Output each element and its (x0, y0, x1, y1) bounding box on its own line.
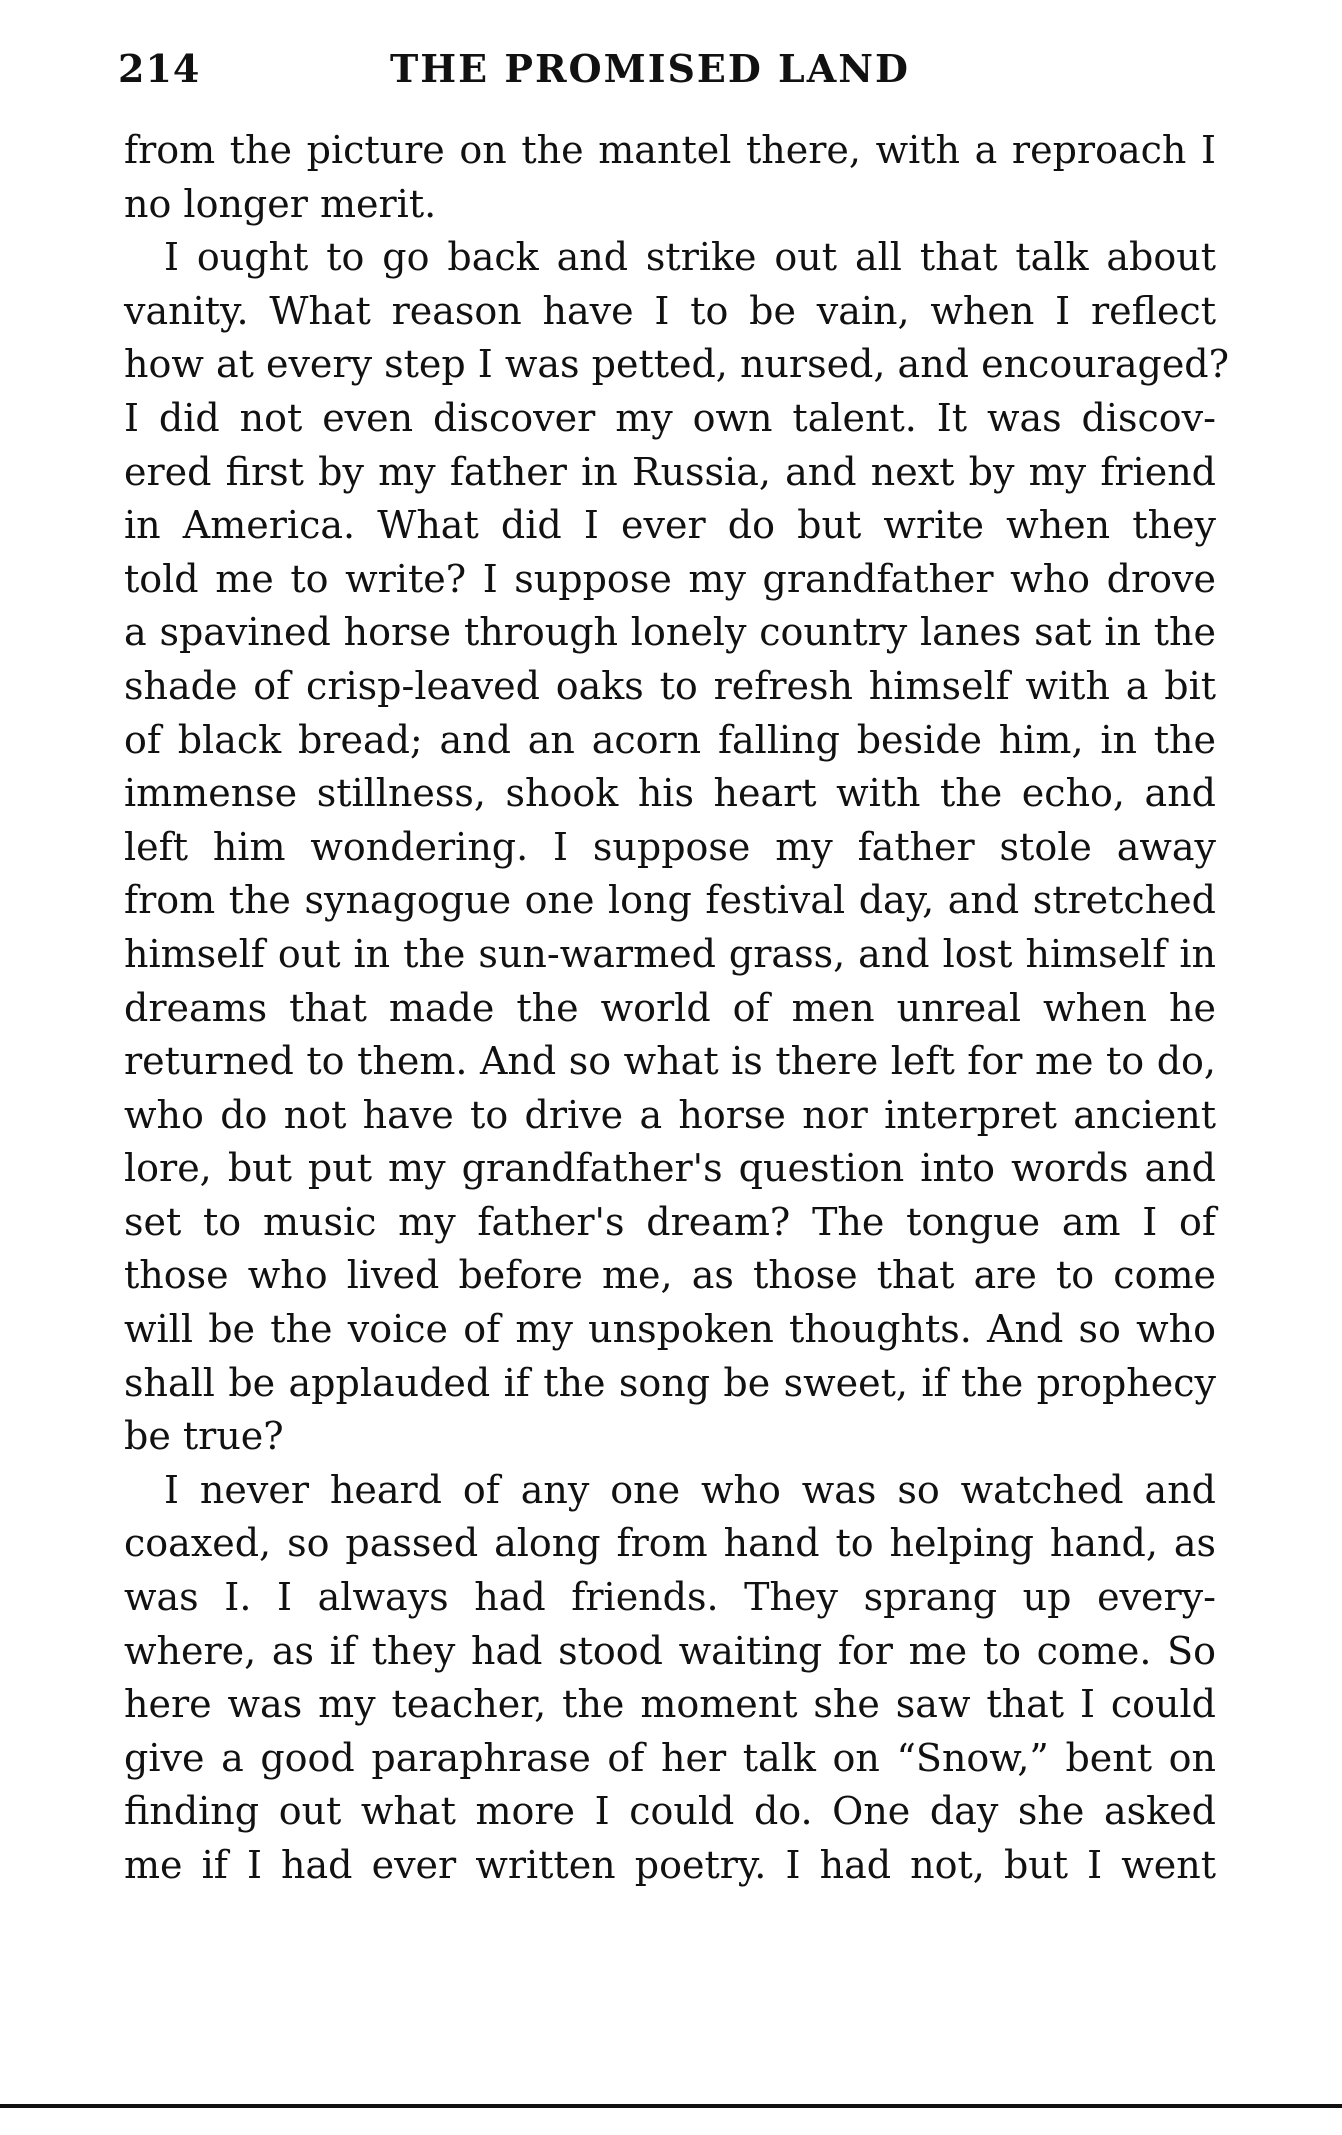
paragraph-friends (124, 1464, 1216, 1893)
body-text (124, 124, 1230, 1893)
paragraph-vanity (124, 231, 1230, 1464)
text-line: be true? (124, 1414, 284, 1459)
text-line: who do not have to drive a horse nor interpret ancient (124, 1092, 1216, 1137)
text-line: ered first by my father in Russia, and next by my friend (124, 449, 1216, 494)
text-line: dreams that made the world of men unreal when he (124, 985, 1216, 1030)
text-line: finding out what more I could do. One day she asked (124, 1789, 1216, 1834)
text-line: give a good paraphrase of her talk on “Snow,” bent on (124, 1735, 1216, 1780)
text-line: told me to write? I suppose my grandfather who drove (124, 556, 1216, 601)
text-line: I did not even discover my own talent. It was discov- (124, 395, 1216, 440)
text-line: where, as if they had stood waiting for me to come. So (124, 1628, 1216, 1673)
text-line: was I. I always had friends. They sprang up every- (124, 1575, 1216, 1620)
text-line: set to music my father's dream? The tongue am I of (124, 1199, 1216, 1244)
text-line: shade of crisp-leaved oaks to refresh himself with a bit (124, 663, 1216, 708)
text-line: shall be applauded if the song be sweet, if the prophecy (124, 1360, 1216, 1405)
text-line: lore, but put my grandfather's question into words and (124, 1146, 1216, 1191)
paragraph-continuation (124, 124, 1216, 231)
text-line: a spavined horse through lonely country lanes sat in the (124, 610, 1216, 655)
text-line: I never heard of any one who was so watched and (164, 1467, 1216, 1512)
bottom-rule (0, 2104, 1342, 2108)
text-line: how at every step I was petted, nursed, and encouraged? (124, 342, 1230, 387)
text-line: no longer merit. (124, 181, 437, 226)
text-line: me if I had ever written poetry. I had not, but I went (124, 1843, 1216, 1887)
text-line: from the synagogue one long festival day, and stretched (124, 878, 1216, 923)
text-line: of black bread; and an acorn falling beside him, in the (124, 717, 1216, 762)
text-line: left him wondering. I suppose my father stole away (124, 824, 1216, 869)
text-line: returned to them. And so what is there left for me to do, (124, 1039, 1216, 1084)
text-line: I ought to go back and strike out all that talk about (164, 235, 1216, 280)
text-line: immense stillness, shook his heart with the echo, and (124, 771, 1216, 816)
text-line: from the picture on the mantel there, with a reproach I (124, 128, 1216, 172)
text-line: in America. What did I ever do but write when they (124, 503, 1216, 548)
text-line: himself out in the sun-warmed grass, and lost himself in (124, 931, 1216, 976)
book-title: THE PROMISED LAND (390, 46, 910, 91)
text-line: will be the voice of my unspoken thoughts. And so who (124, 1307, 1216, 1352)
text-line: coaxed, so passed along from hand to helping hand, as (124, 1521, 1216, 1566)
page-number: 214 (118, 46, 201, 91)
text-line: those who lived before me, as those that are to come (124, 1253, 1216, 1298)
text-line: vanity. What reason have I to be vain, when I reflect (124, 288, 1216, 333)
text-line: here was my teacher, the moment she saw that I could (124, 1682, 1216, 1727)
running-head (118, 46, 1218, 96)
